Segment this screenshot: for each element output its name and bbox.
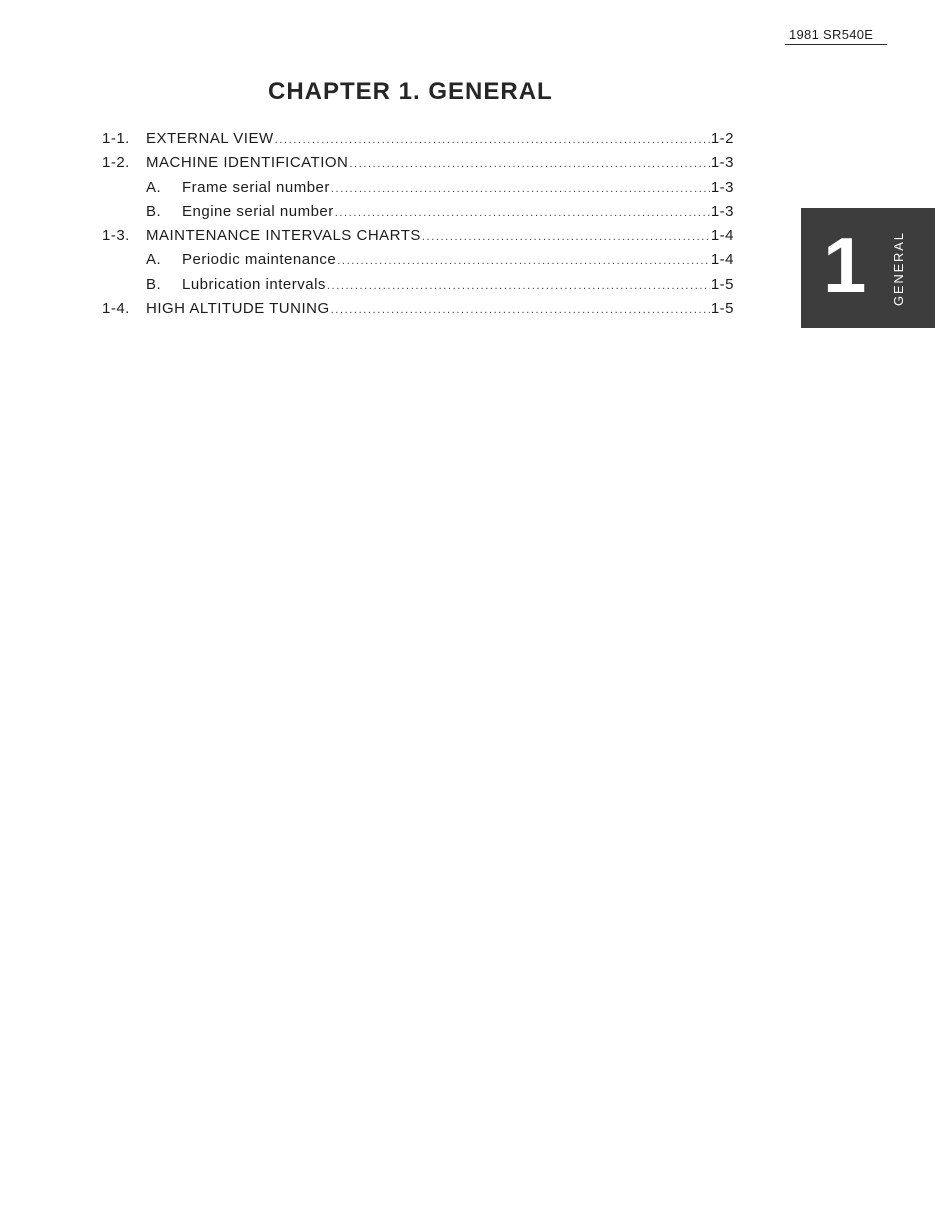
chapter-tab[interactable] — [801, 208, 935, 328]
toc-entry-title: MAINTENANCE INTERVALS CHARTS — [146, 227, 421, 245]
toc-entry-external-view[interactable] — [102, 130, 734, 154]
toc-entry-title: Engine serial number — [182, 202, 334, 220]
toc-entry-machine-identification[interactable] — [102, 154, 734, 178]
toc-entry-title: EXTERNAL VIEW — [146, 130, 274, 147]
toc-subentry-periodic-maintenance[interactable] — [102, 251, 734, 275]
toc-entry-number: B. — [146, 275, 162, 293]
toc-entry-number: 1-3. — [102, 227, 130, 245]
toc-subentry-lubrication-intervals[interactable] — [102, 276, 734, 300]
toc-entry-title: Frame serial number — [182, 178, 330, 196]
toc-entry-number: B. — [146, 202, 162, 220]
toc-entry-page: 1-3 — [710, 178, 734, 196]
toc-entry-number: 1-4. — [102, 300, 130, 318]
toc-entry-title: MACHINE IDENTIFICATION — [146, 154, 349, 172]
toc-entry-number: 1-1. — [102, 130, 130, 147]
toc-entry-maintenance-intervals-charts[interactable] — [102, 227, 734, 251]
dot-leader — [337, 255, 710, 267]
table-of-contents — [102, 130, 734, 324]
toc-entry-number: A. — [146, 178, 162, 196]
toc-entry-page: 1-4 — [710, 251, 734, 269]
model-label: 1981 SR540E — [789, 27, 874, 42]
dot-leader — [275, 134, 710, 146]
dot-leader — [327, 280, 710, 292]
toc-entry-high-altitude-tuning[interactable] — [102, 300, 734, 324]
dot-leader — [349, 158, 709, 170]
dot-leader — [331, 183, 710, 195]
toc-entry-page: 1-4 — [710, 227, 734, 245]
toc-entry-title: Lubrication intervals — [182, 275, 326, 293]
chapter-tab-label: GENERAL — [891, 231, 906, 306]
toc-entry-page: 1-5 — [710, 300, 734, 318]
dot-leader — [422, 231, 710, 243]
toc-entry-page: 1-3 — [710, 202, 734, 220]
model-header — [785, 26, 887, 45]
dot-leader — [335, 207, 710, 219]
chapter-tab-number: 1 — [823, 221, 867, 309]
toc-entry-page: 1-2 — [710, 130, 734, 147]
toc-subentry-frame-serial-number[interactable] — [102, 179, 734, 203]
toc-entry-title: Periodic maintenance — [182, 251, 337, 269]
toc-entry-title: HIGH ALTITUDE TUNING — [146, 300, 330, 318]
toc-entry-number: A. — [146, 251, 162, 269]
dot-leader — [331, 304, 710, 316]
toc-entry-number: 1-2. — [102, 154, 130, 172]
chapter-title: CHAPTER 1. GENERAL — [268, 78, 553, 105]
toc-entry-page: 1-5 — [710, 275, 734, 293]
toc-entry-page: 1-3 — [710, 154, 734, 172]
toc-subentry-engine-serial-number[interactable] — [102, 203, 734, 227]
